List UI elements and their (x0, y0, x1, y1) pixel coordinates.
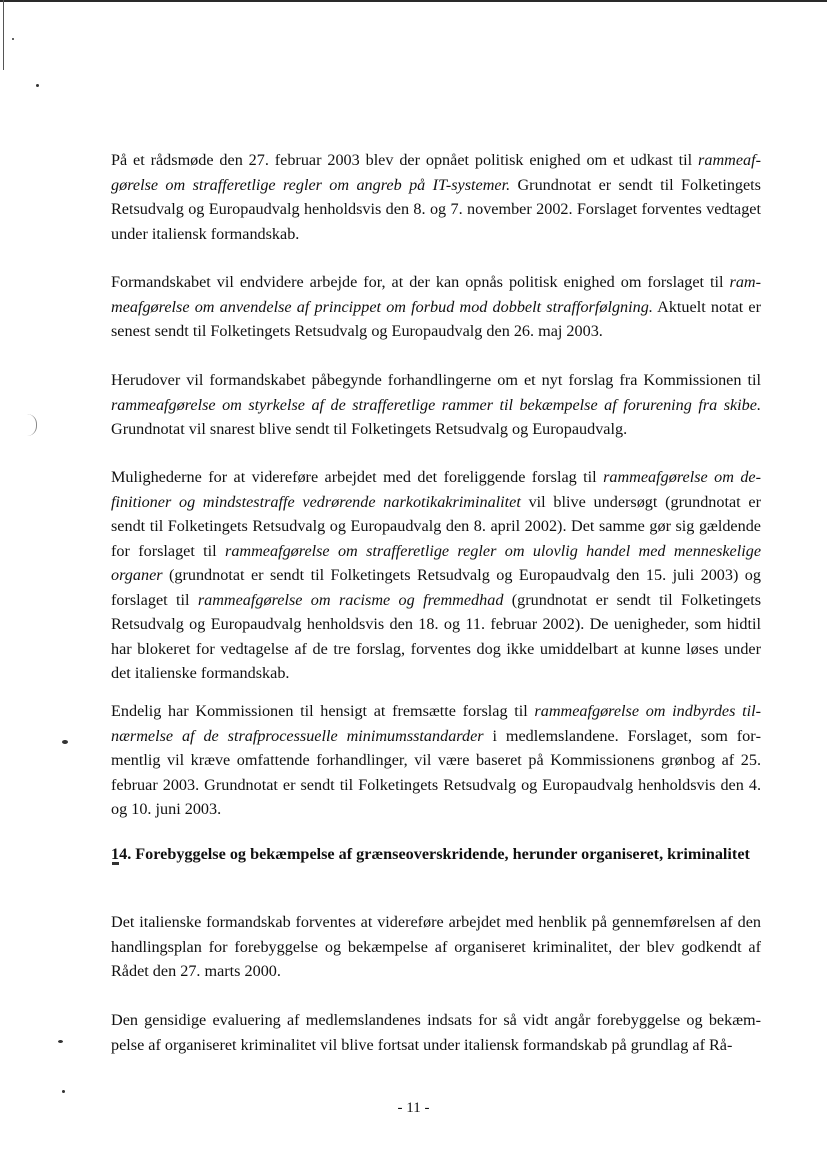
text-run: Den gensidige evaluering af medlemslandenes indsats for så vidt angår forebyggelse og bekæmpelse af organiseret kriminalitet vil blive fortsat under italiensk formandskab på grundlag af Rå- (111, 1011, 761, 1054)
text-run: Det italienske formandskab forventes at videreføre arbejdet med henblik på gennemførelsen af den handlingsplan for forebyggelse og bekæmpelse af organiseret kriminalitet, der blev godkendt af Rådet den 27. marts 2000. (111, 913, 761, 980)
paragraph-it-attacks (111, 148, 761, 246)
italic-title-run: rammeafgørelse om styrkelse af de strafferetlige rammer til bekæmpelse af forurening fra skibe. (111, 395, 761, 414)
italic-title-run: rammeafgørelse om indbyrdes tilnærmelse af de strafprocessuelle minimumsstandarder (111, 702, 761, 745)
scan-speck (58, 1040, 63, 1043)
scan-left-rule (3, 0, 4, 70)
text-run: Endelig har Kommissionen til hensigt at fremsætte forslag til (111, 702, 535, 720)
text-run: Grundnotat vil snarest blive sendt til Folketingets Retsudvalg og Europaudvalg. (111, 420, 628, 438)
paragraph-ship-pollution (111, 368, 761, 442)
section-heading-organised-crime: 14. Forebyggelse og bekæmpelse af grænseoverskridende, herunder organiseret, kriminalitet (111, 845, 750, 863)
italic-title-run: rammeafgørelse om racisme og fremmedhad (197, 590, 504, 609)
scan-speck (62, 740, 68, 744)
paragraph-narcotics-organs-racism (111, 465, 761, 686)
italic-title-run: rammeafgørelse om anvendelse af princippet om forbud mod dobbelt strafforfølgning. (111, 273, 761, 316)
page-number: - 11 - (397, 1100, 430, 1116)
italic-title-run: rammeafgørelse om strafferetlige regler om ulovlig handel med menneskelige organer (111, 541, 762, 584)
text-run: (grundnotat er sendt til Folketingets Retsudvalg og Europaudvalg den 15. juli 2003) og forslaget til (111, 566, 761, 609)
scan-speck (36, 84, 39, 87)
text-run: Grundnotat er sendt til Folketingets Retsudvalg og Europaudvalg henholdsvis den 8. og 7. november 2002. Forslaget forventes vedtaget under italiensk formandskab. (111, 175, 761, 243)
text-run: i medlemslandene. Forslaget, som formentlig vil kræve omfattende forhandlinger, vil være baseret på Kommissionens grønbog af 25. februar 2003. Grundnotat er sendt til Folketingets Retsudvalg og Europaudvalg henholdsvis den 4. og 10. juni 2003. (111, 726, 761, 818)
paragraph-action-plan (111, 910, 761, 984)
paragraph-mutual-evaluation (111, 1008, 761, 1057)
scan-speck (62, 1090, 65, 1093)
scan-bracket-mark (22, 414, 37, 436)
text-run: På et rådsmøde den 27. februar 2003 blev der opnået politisk enighed om et udkast til (111, 151, 699, 169)
italic-title-run: rammeafgørelse om definitioner og mindstestraffe vedrørende narkotikakriminalitet (111, 468, 761, 511)
text-run: (grundnotat er sendt til Folketingets Retsudvalg og Europaudvalg henholdsvis den 18. og 11. februar 2002). De uenigheder, som hidtil har blokeret for vedtagelse af de tre forslag, forventes dog ikke umiddelbart at kunne løses under det italienske formandskab. (111, 590, 762, 682)
paragraph-procedural-standards (111, 699, 761, 822)
text-run: Herudover vil formandskabet påbegynde forhandlingerne om et nyt forslag fra Kommissionen til (111, 371, 761, 389)
text-run: Aktuelt notat er senest sendt til Folketingets Retsudvalg og Europaudvalg den 26. maj 2003. (111, 297, 761, 340)
text-run: Mulighederne for at videreføre arbejdet med det foreliggende forslag til (111, 468, 604, 486)
italic-title-run: rammeafgørelse om strafferetlige regler om angreb på IT-systemer. (111, 151, 761, 194)
paragraph-double-jeopardy (111, 270, 761, 344)
text-run: vil blive undersøgt (grundnotat er sendt til Folketingets Retsudvalg og Europaudvalg den 8. april 2002). Det samme gør sig gældende for forslaget til (111, 492, 761, 560)
scan-top-rule (0, 0, 827, 2)
scan-speck (12, 38, 14, 40)
text-run: Formandskabet vil endvidere arbejde for, at der kan opnås politisk enighed om forslaget til (111, 273, 730, 291)
